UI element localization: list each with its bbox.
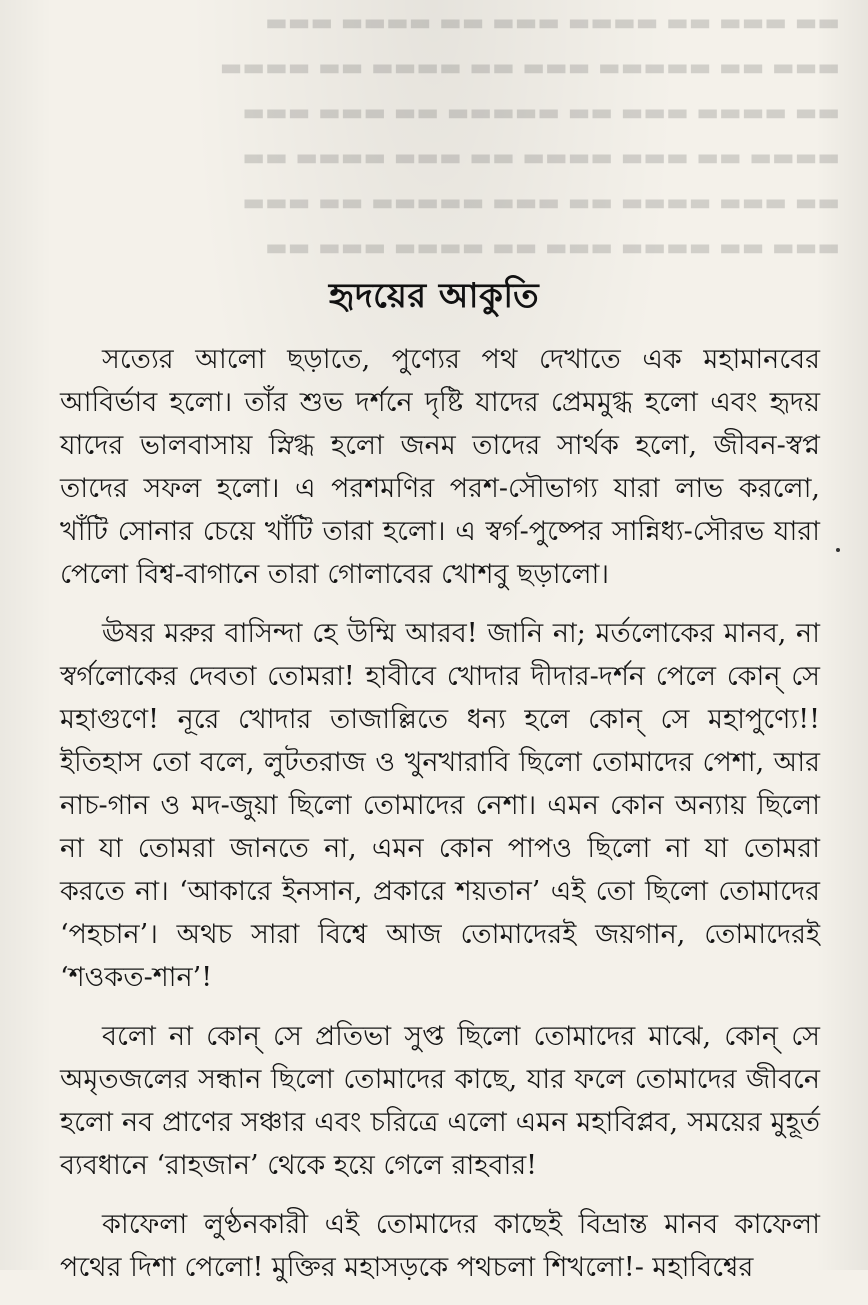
chapter-title: হৃদয়ের আকুতি — [328, 276, 540, 316]
paragraph: সত্যের আলো ছড়াতে, পুণ্যের পথ দেখাতে এক মহামানবের আবির্ভাব হলো। তাঁর শুভ দর্শনে দৃষ্টি যাদের প্রেমমুগ্ধ হলো এবং হৃদয় যাদের ভালবাসায় স্নিগ্ধ হলো জনম তাদের সার্থক হলো, জীবন-স্বপ্ন তাদের সফল হলো। এ পরশমণির পরশ-সৌভাগ্য যারা লাভ করলো, খাঁটি সোনার চেয়ে খাঁটি তারা হলো। এ স্বর্গ-পুষ্পের সান্নিধ্য-সৌরভ যারা পেলো বিশ্ব-বাগানে তারা গোলাবের খোশবু ছড়ালো। — [60, 344, 820, 590]
body-text — [60, 338, 820, 1305]
paragraph: বলো না কোন্ সে প্রতিভা সুপ্ত ছিলো তোমাদের মাঝে, কোন্ সে অমৃতজলের সন্ধান ছিলো তোমাদের কাছে, যার ফলে তোমাদের জীবনে হলো নব প্রাণের সঞ্চার এবং চরিত্রে এলো এমন মহাবিপ্লব, সময়ের মুহূর্ত ব্যবধানে ‘রাহজান’ থেকে হয়ে গেলে রাহবার! — [60, 1021, 820, 1181]
show-through-texture: ▬▬ ▬▬▬ ▬▬ ▬▬▬▬ ▬▬▬ ▬▬ ▬▬▬▬ ▬▬▬ ▬▬▬ ▬▬ ▬▬▬▬▬ ▬▬▬ ▬▬ ▬▬▬▬ ▬▬ ▬▬▬▬ ▬▬ ▬▬▬▬ ▬▬▬ ▬▬ ▬▬▬▬▬ ▬▬ ▬▬▬ ▬▬▬ ▬▬▬▬ ▬▬ ▬▬▬ ▬▬▬▬ ▬▬ ▬▬▬ ▬▬▬▬ ▬▬ ▬▬ ▬▬▬ ▬▬▬▬ ▬▬ ▬▬▬ ▬▬▬▬▬ ▬▬ ▬▬▬ ▬▬▬ ▬▬ ▬▬▬▬ ▬▬▬ ▬▬ ▬▬▬▬ ▬▬▬ ▬▬ — [219, 8, 840, 261]
paragraph: ঊষর মরুর বাসিন্দা হে উম্মি আরব! জানি না; মর্তলোকের মানব, না স্বর্গলোকের দেবতা তোমরা! হাবীবে খোদার দীদার-দর্শন পেলে কোন্ সে মহাগুণে! নূরে খোদার তাজাল্লিতে ধন্য হলে কোন্ সে মহাপুণ্যে!! ইতিহাস তো বলে, লুটতরাজ ও খুনখারাবি ছিলো তোমাদের পেশা, আর নাচ-গান ও মদ-জুয়া ছিলো তোমাদের নেশা। এমন কোন অন্যায় ছিলো না যা তোমরা জানতে না, এমন কোন পাপও ছিলো না যা তোমরা করতে না। ‘আকারে ইনসান, প্রকারে শয়তান’ এই তো ছিলো তোমাদের ‘পহচান’। অথচ সারা বিশ্বে আজ তোমাদেরই জয়গান, তোমাদেরই ‘শওকত-শান’! — [60, 618, 820, 993]
ink-speck — [836, 548, 840, 552]
paragraph: কাফেলা লুণ্ঠনকারী এই তোমাদের কাছেই বিভ্রান্ত মানব কাফেলা পথের দিশা পেলো! মুক্তির মহাসড়কে পথচলা শিখলো!- মহাবিশ্বের — [60, 1209, 820, 1283]
